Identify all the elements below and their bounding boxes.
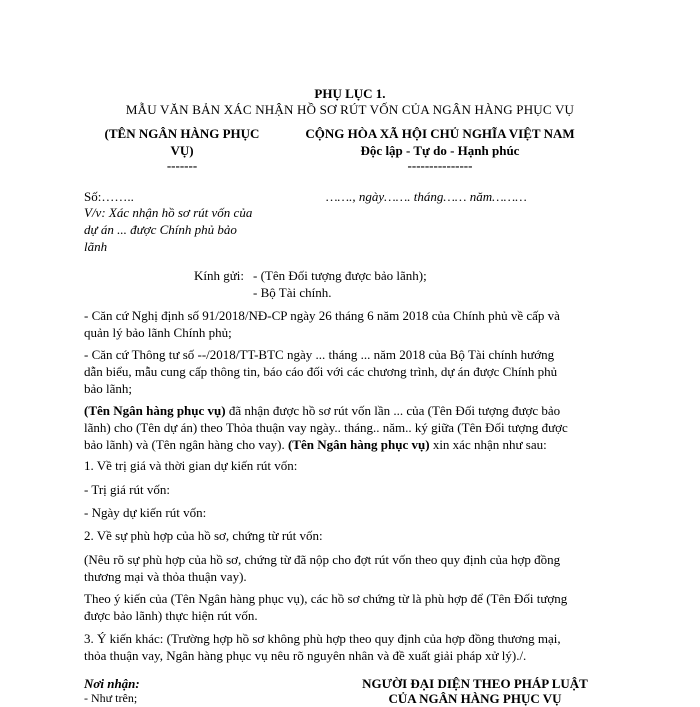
section-1-heading: 1. Về trị giá và thời gian dự kiến rút vốn: [84,458,298,473]
legal-basis-2: - Căn cứ Thông tư số --/2018/TT-BTC ngày ... tháng ... năm 2018 của Bộ Tài chính hướng dẫn biểu, mẫu cung cấp thông tin, báo cáo đối với các chương trình, dự án được Chính phủ bảo lãnh; [84,347,558,396]
appendix-title: PHỤ LỤC 1. [314,86,386,101]
recipient-2: - Bộ Tài chính. [253,285,332,300]
legal-basis-1: - Căn cứ Nghị định số 91/2018/NĐ-CP ngày 26 tháng 6 năm 2018 của Chính phủ về cấp và quản lý bảo lãnh Chính phủ; [84,308,560,340]
recipient-label: Kính gửi: [194,268,245,283]
bank-name-line1: (TÊN NGÂN HÀNG PHỤC [104,126,260,141]
subject-line2: dự án ... được Chính phủ bảo [84,222,237,237]
recipients-footer-item: - Như trên; [84,691,138,705]
section-2-opinion: Theo ý kiến của (Tên Ngân hàng phục vụ), các hồ sơ chứng từ là phù hợp để (Tên Đối tượng được bảo lãnh) thực hiện rút vốn. [84,591,568,623]
document-subtitle: MẪU VĂN BẢN XÁC NHẬN HỒ SƠ RÚT VỐN CỦA NGÂN HÀNG PHỤC VỤ [125,102,575,117]
subject-line3: lãnh [84,239,108,254]
bank-name-divider: ------- [166,158,198,173]
bank-name-line2: VỤ) [170,143,194,158]
nation-motto: Độc lập - Tự do - Hạnh phúc [360,143,520,158]
subject-line1: V/v: Xác nhận hồ sơ rút vốn của [84,205,253,220]
motto-divider: --------------- [407,158,473,173]
recipients-footer-label: Nơi nhận: [84,676,140,691]
document-number: Số:…….. [84,189,134,204]
nation-title: CỘNG HÒA XÃ HỘI CHỦ NGHĨA VIỆT NAM [305,126,575,141]
section-2-detail: (Nêu rõ sự phù hợp của hồ sơ, chứng từ đã nộp cho đợt rút vốn theo quy định của hợp đồng thương mại và thỏa thuận vay). [84,552,561,584]
section-1-date: - Ngày dự kiến rút vốn: [84,505,207,520]
recipient-1: - (Tên Đối tượng được bảo lãnh); [253,268,427,283]
signer-title-line2: CỦA NGÂN HÀNG PHỤC VỤ [388,691,562,706]
section-2-heading: 2. Về sự phù hợp của hồ sơ, chứng từ rút vốn: [84,528,323,543]
section-3-other-opinion: 3. Ý kiến khác: (Trường hợp hồ sơ không phù hợp theo quy định của hợp đồng thương mại, thỏa thuận vay, Ngân hàng phục vụ nêu rõ nguyên nhân và đề xuất giải pháp xử lý)./. [84,631,561,663]
signer-title-line1: NGƯỜI ĐẠI DIỆN THEO PHÁP LUẬT [362,676,588,691]
section-1-value: - Trị giá rút vốn: [84,482,170,497]
date-line: ……., ngày……. tháng…… năm……… [326,189,527,204]
confirmation-paragraph: (Tên Ngân hàng phục vụ) đã nhận được hồ sơ rút vốn lần ... của (Tên Đối tượng được bảo lãnh) cho (Tên dự án) theo Thỏa thuận vay ngày.. tháng.. năm.. ký giữa (Tên Đối tượng được bảo lãnh) và (Tên ngân hàng cho vay). (Tên Ngân hàng phục vụ) xin xác nhận như sau: [84,403,568,452]
